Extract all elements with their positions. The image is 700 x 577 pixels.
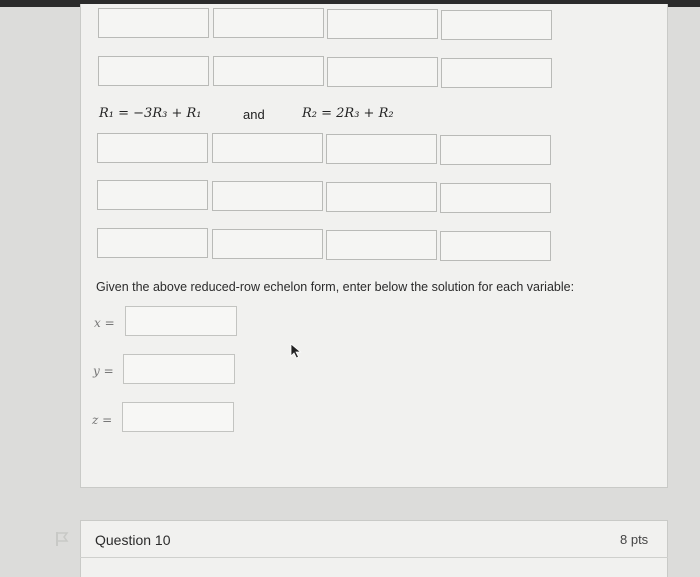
matrix-cell[interactable] [97, 133, 208, 163]
z-answer-input[interactable] [122, 402, 234, 432]
matrix-cell[interactable] [213, 56, 324, 86]
instructions-text: Given the above reduced-row echelon form, enter below the solution for each variable: [96, 280, 575, 294]
matrix-cell[interactable] [97, 228, 208, 258]
divider [80, 557, 668, 558]
matrix-cell[interactable] [326, 134, 437, 164]
matrix-cell[interactable] [440, 183, 551, 213]
mouse-pointer-icon [290, 343, 302, 359]
y-label: y = [93, 364, 114, 378]
matrix-cell[interactable] [440, 231, 551, 261]
matrix-cell[interactable] [213, 8, 324, 38]
z-label: z = [92, 413, 113, 427]
matrix-cell[interactable] [212, 181, 323, 211]
matrix-cell[interactable] [212, 229, 323, 259]
matrix-cell[interactable] [326, 182, 437, 212]
y-answer-input[interactable] [123, 354, 235, 384]
x-answer-input[interactable] [125, 306, 237, 336]
flag-icon[interactable] [55, 531, 69, 547]
and-text: and [243, 107, 265, 122]
question-points: 8 pts [620, 532, 649, 547]
row-operation-2: R₂ = 2R₃ + R₂ [302, 106, 394, 121]
matrix-cell[interactable] [327, 9, 438, 39]
row-operation-1: R₁ = −3R₃ + R₁ [99, 106, 202, 121]
matrix-cell[interactable] [327, 57, 438, 87]
matrix-cell[interactable] [97, 180, 208, 210]
next-question-card [80, 520, 668, 577]
x-label: x = [94, 316, 115, 330]
matrix-cell[interactable] [98, 56, 209, 86]
matrix-cell[interactable] [440, 135, 551, 165]
matrix-cell[interactable] [212, 133, 323, 163]
matrix-cell[interactable] [441, 58, 552, 88]
question-title: Question 10 [95, 532, 171, 548]
matrix-cell[interactable] [326, 230, 437, 260]
matrix-cell[interactable] [98, 8, 209, 38]
matrix-cell[interactable] [441, 10, 552, 40]
